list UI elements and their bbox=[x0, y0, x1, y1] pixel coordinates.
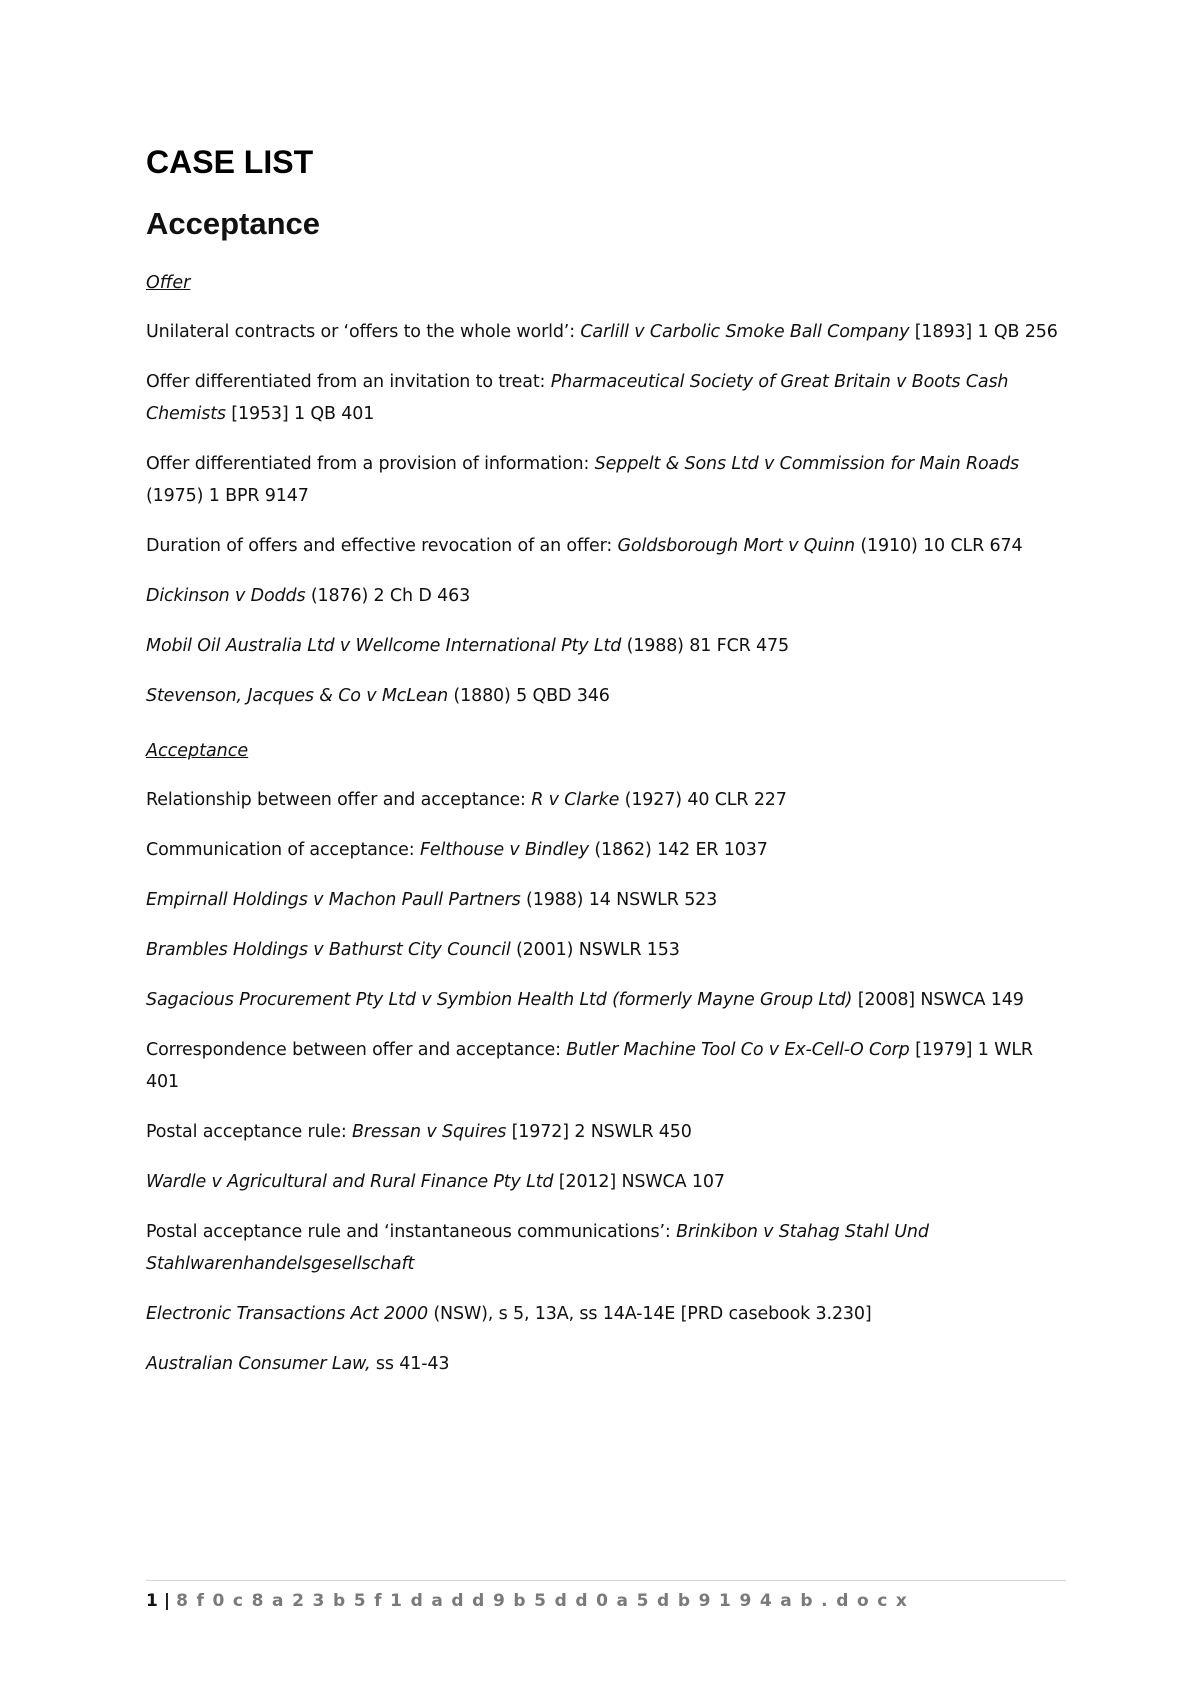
case-name: Dickinson v Dodds bbox=[146, 586, 306, 606]
case-name: Mobil Oil Australia Ltd v Wellcome International Pty Ltd bbox=[146, 636, 622, 656]
case-citation: (1988) 14 NSWLR 523 bbox=[520, 890, 718, 910]
footer-filename: 8f0c8a23b5f1dadd9b5dd0a5db9194ab.docx bbox=[176, 1591, 916, 1611]
page-number: 1 bbox=[146, 1591, 158, 1611]
case-entry bbox=[146, 530, 1066, 562]
case-entry bbox=[146, 784, 1066, 816]
case-entry bbox=[146, 984, 1066, 1016]
case-entry bbox=[146, 680, 1066, 712]
case-citation: ss 41-43 bbox=[370, 1354, 450, 1374]
entry-prefix: Offer differentiated from a provision of information: bbox=[146, 454, 595, 474]
footer-divider bbox=[146, 1580, 1066, 1581]
case-citation: (1862) 142 ER 1037 bbox=[588, 840, 768, 860]
entry-prefix: Postal acceptance rule: bbox=[146, 1122, 353, 1142]
entry-prefix: Unilateral contracts or ‘offers to the whole world’: bbox=[146, 322, 581, 342]
case-name: Australian Consumer Law, bbox=[146, 1354, 371, 1374]
case-citation: (1910) 10 CLR 674 bbox=[854, 536, 1023, 556]
section-heading-acceptance: Acceptance bbox=[146, 206, 321, 241]
case-name: Brambles Holdings v Bathurst City Council bbox=[146, 940, 511, 960]
case-name: Sagacious Procurement Pty Ltd v Symbion Health Ltd (formerly Mayne Group Ltd) bbox=[146, 990, 853, 1010]
case-entry bbox=[146, 1166, 1066, 1198]
subheading-offer: Offer bbox=[146, 273, 191, 293]
entry-prefix: Communication of acceptance: bbox=[146, 840, 420, 860]
case-name: Seppelt & Sons Ltd v Commission for Main Roads bbox=[594, 454, 1020, 474]
document-body bbox=[146, 142, 1066, 1380]
case-entry bbox=[146, 1216, 1066, 1280]
case-entry bbox=[146, 1298, 1066, 1330]
page-footer bbox=[146, 1588, 916, 1614]
case-citation: [1979] 1 WLR 401 bbox=[146, 1040, 1033, 1092]
case-entry bbox=[146, 316, 1066, 348]
entry-prefix: Correspondence between offer and acceptance: bbox=[146, 1040, 567, 1060]
case-name: Pharmaceutical Society of Great Britain v Boots Cash Chemists bbox=[146, 372, 1009, 424]
case-citation: (1876) 2 Ch D 463 bbox=[305, 586, 471, 606]
case-citation: [1953] 1 QB 401 bbox=[225, 404, 375, 424]
case-entry bbox=[146, 580, 1066, 612]
subheading-acceptance: Acceptance bbox=[146, 741, 249, 761]
case-entry bbox=[146, 448, 1066, 512]
case-name: Carlill v Carbolic Smoke Ball Company bbox=[580, 322, 910, 342]
entry-prefix: Postal acceptance rule and ‘instantaneous communications’: bbox=[146, 1222, 677, 1242]
case-entry bbox=[146, 1116, 1066, 1148]
case-entry bbox=[146, 934, 1066, 966]
case-name: R v Clarke bbox=[531, 790, 620, 810]
case-citation: (NSW), s 5, 13A, ss 14A-14E [PRD casebook 3.230] bbox=[427, 1304, 872, 1324]
case-citation: (1880) 5 QBD 346 bbox=[448, 686, 610, 706]
case-entry bbox=[146, 366, 1066, 430]
case-name: Felthouse v Bindley bbox=[419, 840, 589, 860]
case-entry bbox=[146, 630, 1066, 662]
entry-prefix: Offer differentiated from an invitation to treat: bbox=[146, 372, 551, 392]
case-name: Butler Machine Tool Co v Ex-Cell-O Corp bbox=[566, 1040, 910, 1060]
case-name: Stevenson, Jacques & Co v McLean bbox=[146, 686, 449, 706]
footer-separator: | bbox=[163, 1591, 171, 1611]
entry-prefix: Duration of offers and effective revocation of an offer: bbox=[146, 536, 618, 556]
case-citation: [2012] NSWCA 107 bbox=[553, 1172, 725, 1192]
case-citation: [1893] 1 QB 256 bbox=[909, 322, 1058, 342]
entry-prefix: Relationship between offer and acceptance: bbox=[146, 790, 532, 810]
case-name: Wardle v Agricultural and Rural Finance Pty Ltd bbox=[146, 1172, 554, 1192]
case-citation: (1927) 40 CLR 227 bbox=[619, 790, 787, 810]
case-name: Empirnall Holdings v Machon Paull Partners bbox=[146, 890, 521, 910]
case-entry bbox=[146, 1034, 1066, 1098]
case-name: Electronic Transactions Act 2000 bbox=[146, 1304, 428, 1324]
case-citation: (1988) 81 FCR 475 bbox=[621, 636, 790, 656]
case-entry bbox=[146, 884, 1066, 916]
case-entry bbox=[146, 1348, 1066, 1380]
case-citation: (1975) 1 BPR 9147 bbox=[146, 486, 309, 506]
case-citation: [2008] NSWCA 149 bbox=[852, 990, 1024, 1010]
case-name: Brinkibon v Stahag Stahl Und Stahlwarenhandelsgesellschaft bbox=[146, 1222, 929, 1274]
case-name: Bressan v Squires bbox=[352, 1122, 507, 1142]
document-title: CASE LIST bbox=[146, 144, 314, 180]
case-name: Goldsborough Mort v Quinn bbox=[617, 536, 855, 556]
case-citation: (2001) NSWLR 153 bbox=[510, 940, 680, 960]
case-entry bbox=[146, 834, 1066, 866]
case-citation: [1972] 2 NSWLR 450 bbox=[506, 1122, 692, 1142]
